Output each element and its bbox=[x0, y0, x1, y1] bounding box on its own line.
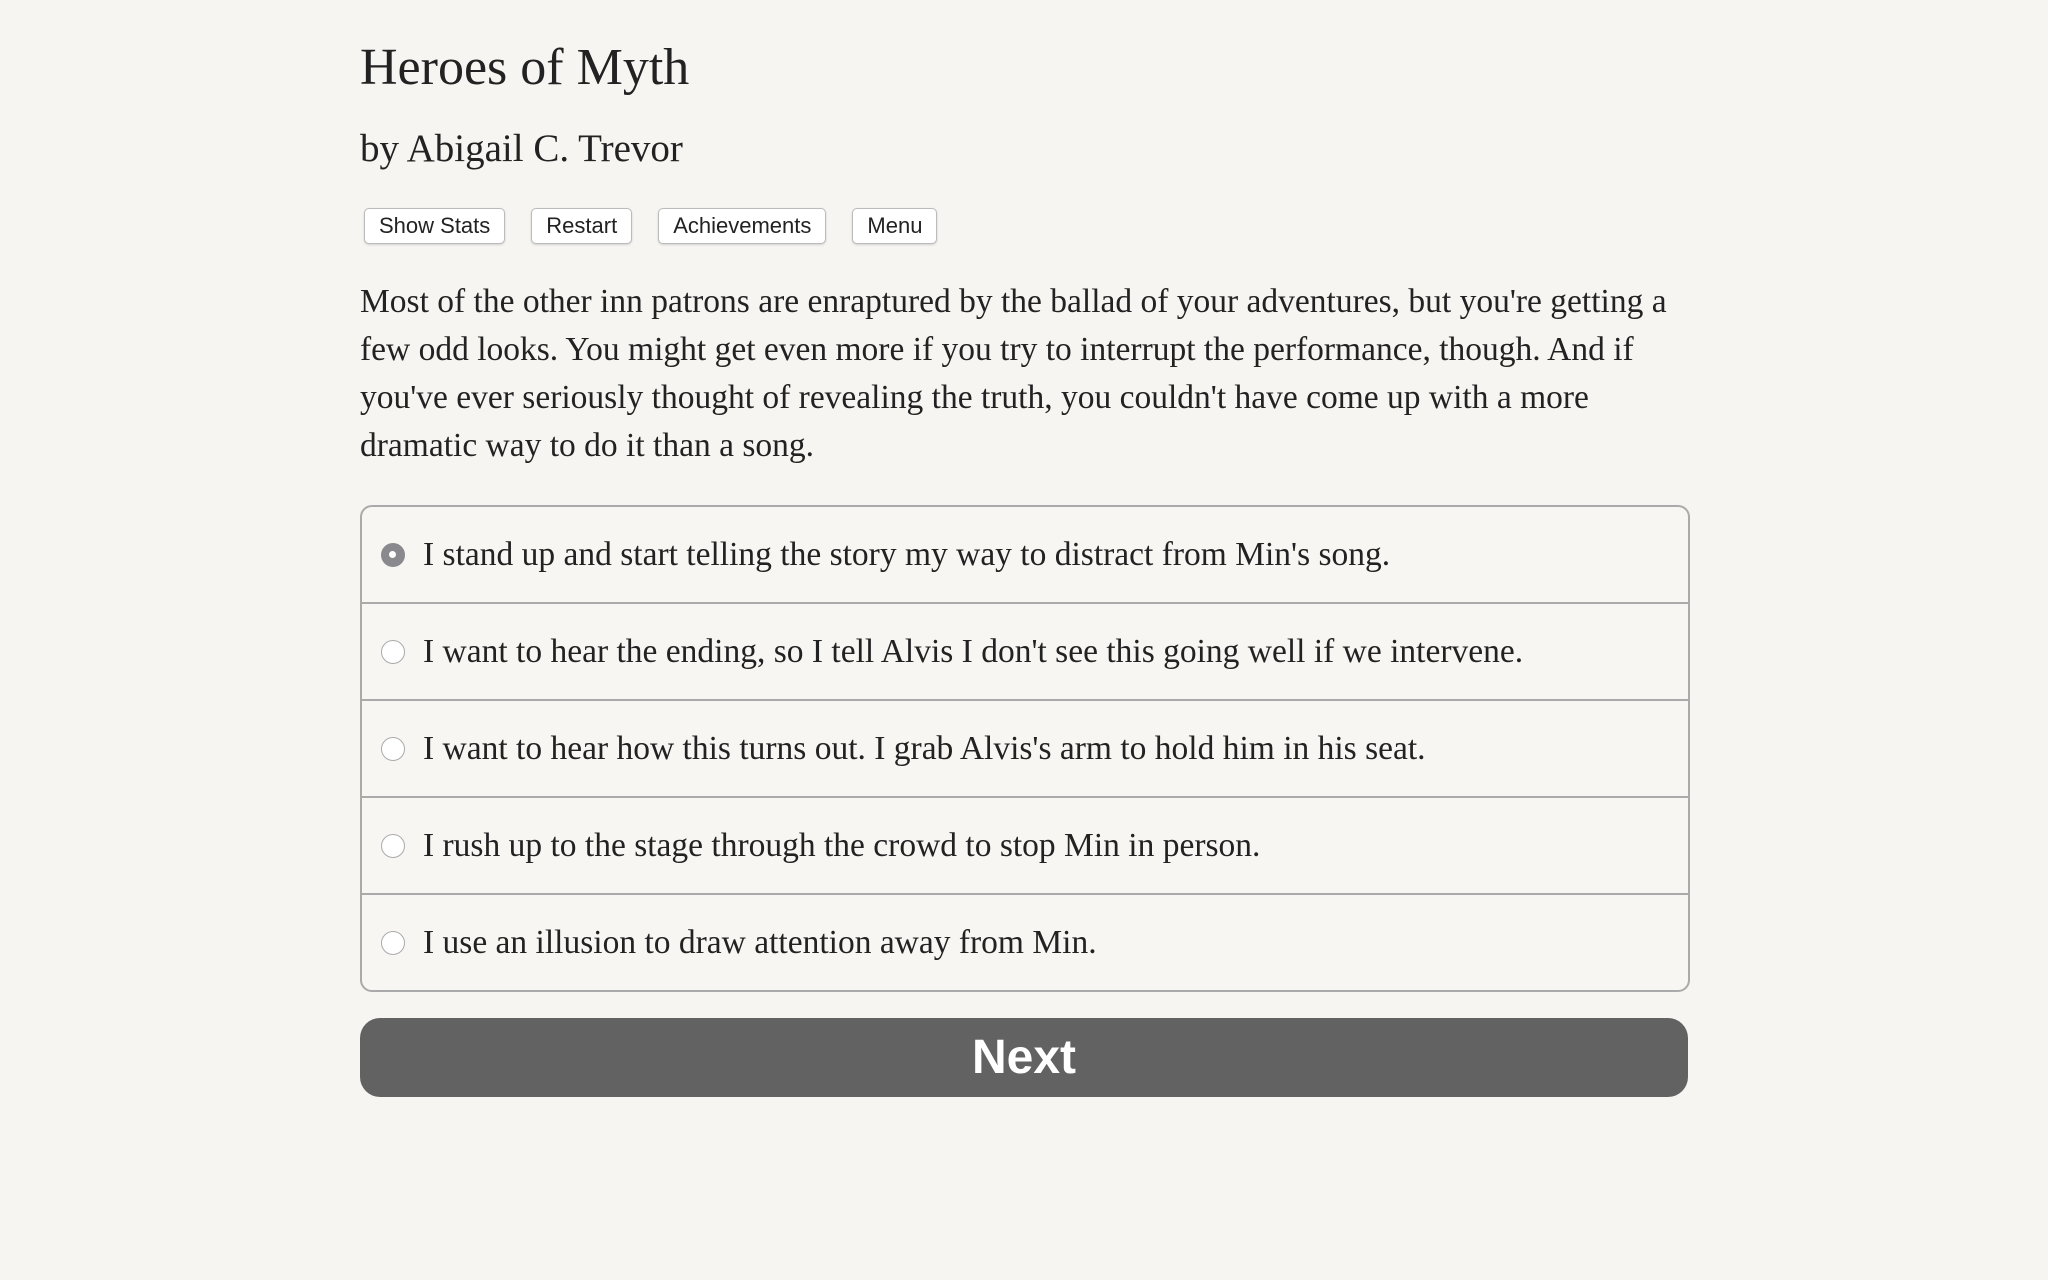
choice-option[interactable] bbox=[362, 507, 1688, 602]
restart-button[interactable]: Restart bbox=[531, 208, 632, 244]
choice-label: I use an illusion to draw attention away from Min. bbox=[423, 923, 1097, 961]
story-text: Most of the other inn patrons are enraptured by the ballad of your adventures, but you're getting a few odd looks. You might get even more if you try to interrupt the performance, though. And if you've ever seriously thought of revealing the truth, you couldn't have come up with a more dramatic way to do it than a song. bbox=[360, 283, 1667, 464]
choice-option[interactable] bbox=[362, 796, 1688, 893]
choice-label: I stand up and start telling the story my way to distract from Min's song. bbox=[423, 535, 1391, 573]
game-author: by Abigail C. Trevor bbox=[360, 127, 683, 170]
toolbar bbox=[364, 208, 937, 244]
choice-label: I want to hear how this turns out. I grab Alvis's arm to hold him in his seat. bbox=[423, 729, 1426, 767]
radio-icon[interactable] bbox=[381, 640, 405, 664]
menu-button[interactable]: Menu bbox=[852, 208, 937, 244]
game-title: Heroes of Myth bbox=[360, 39, 690, 96]
radio-selected-icon[interactable] bbox=[381, 543, 405, 567]
radio-icon[interactable] bbox=[381, 834, 405, 858]
achievements-button[interactable]: Achievements bbox=[658, 208, 826, 244]
choice-list bbox=[360, 505, 1690, 992]
show-stats-button[interactable]: Show Stats bbox=[364, 208, 505, 244]
choice-option[interactable] bbox=[362, 893, 1688, 990]
radio-icon[interactable] bbox=[381, 737, 405, 761]
choice-option[interactable] bbox=[362, 699, 1688, 796]
next-button[interactable]: Next bbox=[360, 1018, 1688, 1097]
choice-label: I rush up to the stage through the crowd to stop Min in person. bbox=[423, 826, 1261, 864]
choice-option[interactable] bbox=[362, 602, 1688, 699]
radio-icon[interactable] bbox=[381, 931, 405, 955]
choice-label: I want to hear the ending, so I tell Alvis I don't see this going well if we intervene. bbox=[423, 632, 1524, 670]
